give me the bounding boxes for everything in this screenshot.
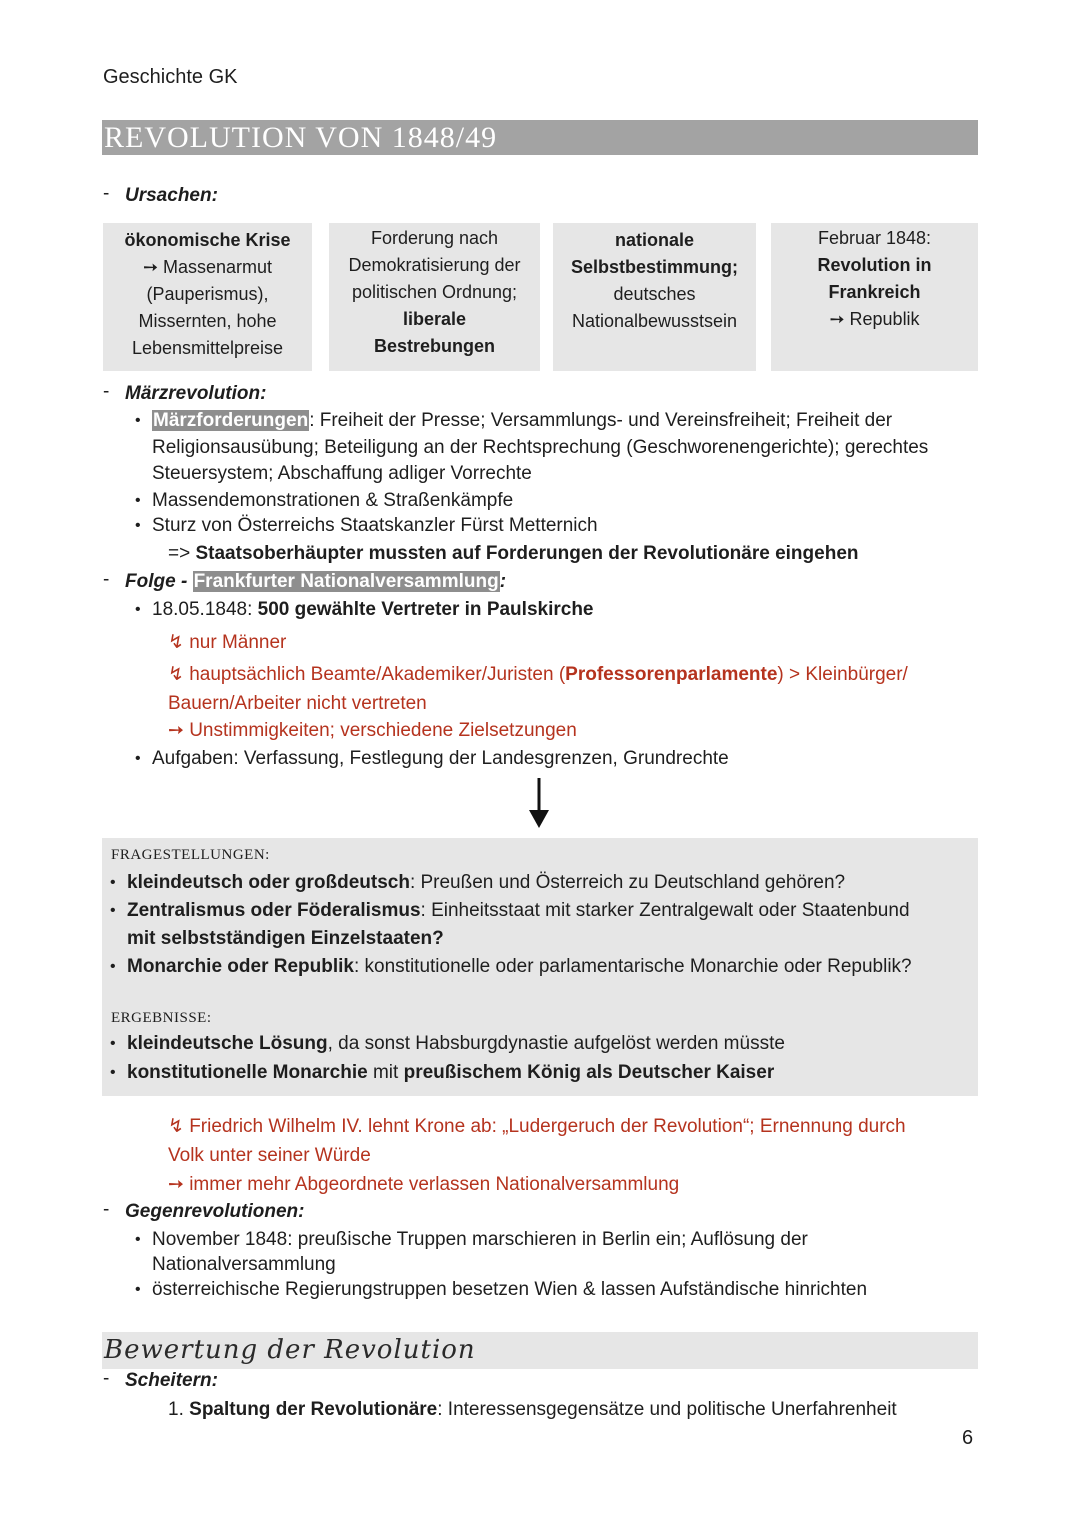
- paulskirche-text: 500 gewählte Vertreter in Paulskirche: [257, 599, 594, 620]
- cause-line: Forderung nach: [370, 228, 499, 248]
- ergebnisse-heading: ERGEBNISSE:: [111, 1010, 212, 1026]
- red-note-unstimmigkeiten: ➙ Unstimmigkeiten; verschiedene Zielsetzungen: [168, 720, 577, 741]
- page-number: 6: [962, 1427, 974, 1449]
- frage-text: : Preußen und Österreich zu Deutschland gehören?: [409, 872, 846, 893]
- frage-text: : Einheitsstaat mit starker Zentralgewalt oder Staatenbund: [420, 900, 910, 921]
- red-note-professoren-line2: Bauern/Arbeiter nicht vertreten: [168, 693, 427, 714]
- cause-line: Februar 1848:: [817, 228, 932, 248]
- conclusion-arrow: =>: [168, 543, 191, 564]
- frage-zentralismus-line2: mit selbstständigen Einzelstaaten?: [127, 928, 444, 949]
- cause-line: Bestrebungen: [373, 336, 496, 356]
- frage-term: Zentralismus oder Föderalismus: [127, 900, 421, 921]
- folge-term: Frankfurter Nationalversammlung: [193, 571, 499, 592]
- section-label-maerz: Märzrevolution:: [125, 383, 267, 404]
- page-title: REVOLUTION VON 1848/49: [104, 121, 498, 154]
- bullet-dot: •: [135, 750, 141, 767]
- red-note-part: ) > Kleinbürger/: [777, 664, 908, 685]
- red-note-bold: Professorenparlamente: [565, 664, 778, 685]
- dash-bullet: -: [103, 183, 110, 204]
- gegen-bullet-berlin-line2: Nationalversammlung: [152, 1254, 336, 1275]
- bullet-dot: •: [110, 874, 116, 891]
- ergebnis-text: mit: [367, 1062, 404, 1083]
- down-arrow-icon: [528, 778, 550, 830]
- frage-term: Monarchie oder Republik: [127, 956, 354, 977]
- folge-label: Folge -: [125, 571, 188, 592]
- bewertung-heading: Bewertung der Revolution: [104, 1335, 476, 1365]
- maerz-conclusion: [168, 541, 859, 567]
- red-note-krone: ↯ Friedrich Wilhelm IV. lehnt Krone ab: „Ludergeruch der Revolution“; Ernennung durch: [168, 1116, 906, 1137]
- ergebnis-text: , da sonst Habsburgdynastie aufgelöst werden müsste: [327, 1033, 785, 1054]
- bullet-dot: •: [135, 517, 141, 534]
- gegen-bullet-berlin: November 1848: preußische Truppen marschieren in Berlin ein; Auflösung der: [152, 1229, 808, 1250]
- dash-bullet: -: [103, 569, 110, 590]
- red-note-part: ↯ hauptsächlich Beamte/Akademiker/Juristen (: [168, 664, 566, 685]
- dash-bullet: -: [103, 1368, 110, 1389]
- frage-monarchie: [127, 954, 912, 980]
- cause-line: Revolution in: [817, 255, 932, 275]
- maerzforderungen-text: : Freiheit der Presse; Versammlungs- und Vereinsfreiheit; Freiheit der: [309, 410, 893, 431]
- maerzforderungen-line2: Religionsausübung; Beteiligung an der Rechtsprechung (Geschworenengerichte); gerechtes: [152, 437, 929, 458]
- bullet-dot: •: [135, 492, 141, 509]
- cause-line: politischen Ordnung;: [351, 282, 518, 302]
- maerz-bullet-demos: Massendemonstrationen & Straßenkämpfe: [152, 490, 514, 511]
- frage-kleindeutsch: [127, 870, 845, 896]
- cause-box-economic: [103, 223, 312, 371]
- ergebnis-term: preußischem König als Deutscher Kaiser: [403, 1062, 775, 1083]
- cause-line: Frankreich: [828, 282, 921, 302]
- red-note-krone-line2: Volk unter seiner Würde: [168, 1145, 371, 1166]
- ergebnis-term: kleindeutsche Lösung: [127, 1033, 328, 1054]
- item-number: 1.: [168, 1399, 184, 1420]
- section-label-ursachen: Ursachen:: [125, 185, 218, 206]
- paulskirche-date: 18.05.1848:: [152, 599, 258, 620]
- section-label-gegen: Gegenrevolutionen:: [125, 1201, 305, 1222]
- bullet-dot: •: [110, 902, 116, 919]
- red-note-abgeordnete: ➙ immer mehr Abgeordnete verlassen Nationalversammlung: [168, 1174, 680, 1195]
- page-title-bar: [102, 120, 978, 155]
- dash-bullet: -: [103, 381, 110, 402]
- cause-line: Demokratisierung der: [348, 255, 521, 275]
- course-name: Geschichte GK: [103, 66, 238, 88]
- cause-line: Selbstbestimmung;: [570, 257, 739, 277]
- bullet-dot: •: [135, 1231, 141, 1248]
- cause-line: Lebensmittelpreise: [131, 338, 284, 358]
- cause-line: liberale: [402, 309, 467, 329]
- cause-line: (Pauperismus),: [146, 284, 269, 304]
- fragestellungen-heading: FRAGESTELLUNGEN:: [111, 847, 270, 863]
- folge-bullet-aufgaben: Aufgaben: Verfassung, Festlegung der Landesgrenzen, Grundrechte: [152, 748, 729, 769]
- red-note-maenner: ↯ nur Männer: [168, 632, 287, 653]
- item-text: : Interessensgegensätze und politische Unerfahrenheit: [437, 1399, 897, 1420]
- maerzforderungen-line: [152, 408, 892, 434]
- section-label-folge: [125, 569, 506, 595]
- frage-term: kleindeutsch oder großdeutsch: [127, 872, 410, 893]
- cause-line: ➙ Republik: [829, 309, 920, 329]
- bullet-dot: •: [135, 412, 141, 429]
- dash-bullet: -: [103, 1199, 110, 1220]
- bullet-dot: •: [110, 958, 116, 975]
- folge-colon: :: [499, 571, 507, 592]
- cause-line: deutsches: [613, 284, 696, 304]
- bullet-dot: •: [135, 1281, 141, 1298]
- folge-bullet-paulskirche: [152, 597, 594, 623]
- red-note-professoren: [168, 662, 908, 688]
- section-label-scheitern: Scheitern:: [125, 1370, 218, 1391]
- bullet-dot: •: [135, 601, 141, 618]
- bullet-dot: •: [110, 1064, 116, 1081]
- item-term: Spaltung der Revolutionäre: [189, 1399, 438, 1420]
- ergebnis-monarchie: [127, 1060, 774, 1086]
- cause-line: ➙ Massenarmut: [142, 257, 273, 277]
- cause-line: nationale: [614, 230, 694, 250]
- cause-line: Nationalbewusstsein: [571, 311, 738, 331]
- cause-line: Missernten, hohe: [138, 311, 277, 331]
- frage-text: : konstitutionelle oder parlamentarische Monarchie oder Republik?: [353, 956, 912, 977]
- frage-zentralismus: [127, 898, 910, 924]
- maerzforderungen-term: Märzforderungen: [153, 410, 309, 431]
- cause-box-democracy: [329, 223, 540, 371]
- scheitern-item-1: [168, 1397, 897, 1423]
- gegen-bullet-wien: österreichische Regierungstruppen besetzen Wien & lassen Aufständische hinrichten: [152, 1279, 868, 1300]
- cause-box-february: [771, 223, 978, 371]
- cause-line: ökonomische Krise: [124, 230, 291, 250]
- conclusion-text: Staatsoberhäupter mussten auf Forderungen der Revolutionäre eingehen: [195, 543, 859, 564]
- ergebnis-term: konstitutionelle Monarchie: [127, 1062, 368, 1083]
- maerzforderungen-line3: Steuersystem; Abschaffung adliger Vorrechte: [152, 463, 532, 484]
- bullet-dot: •: [110, 1035, 116, 1052]
- cause-box-national: [553, 223, 756, 371]
- maerz-bullet-metternich: Sturz von Österreichs Staatskanzler Fürst Metternich: [152, 515, 598, 536]
- ergebnis-kleindeutsch: [127, 1031, 785, 1057]
